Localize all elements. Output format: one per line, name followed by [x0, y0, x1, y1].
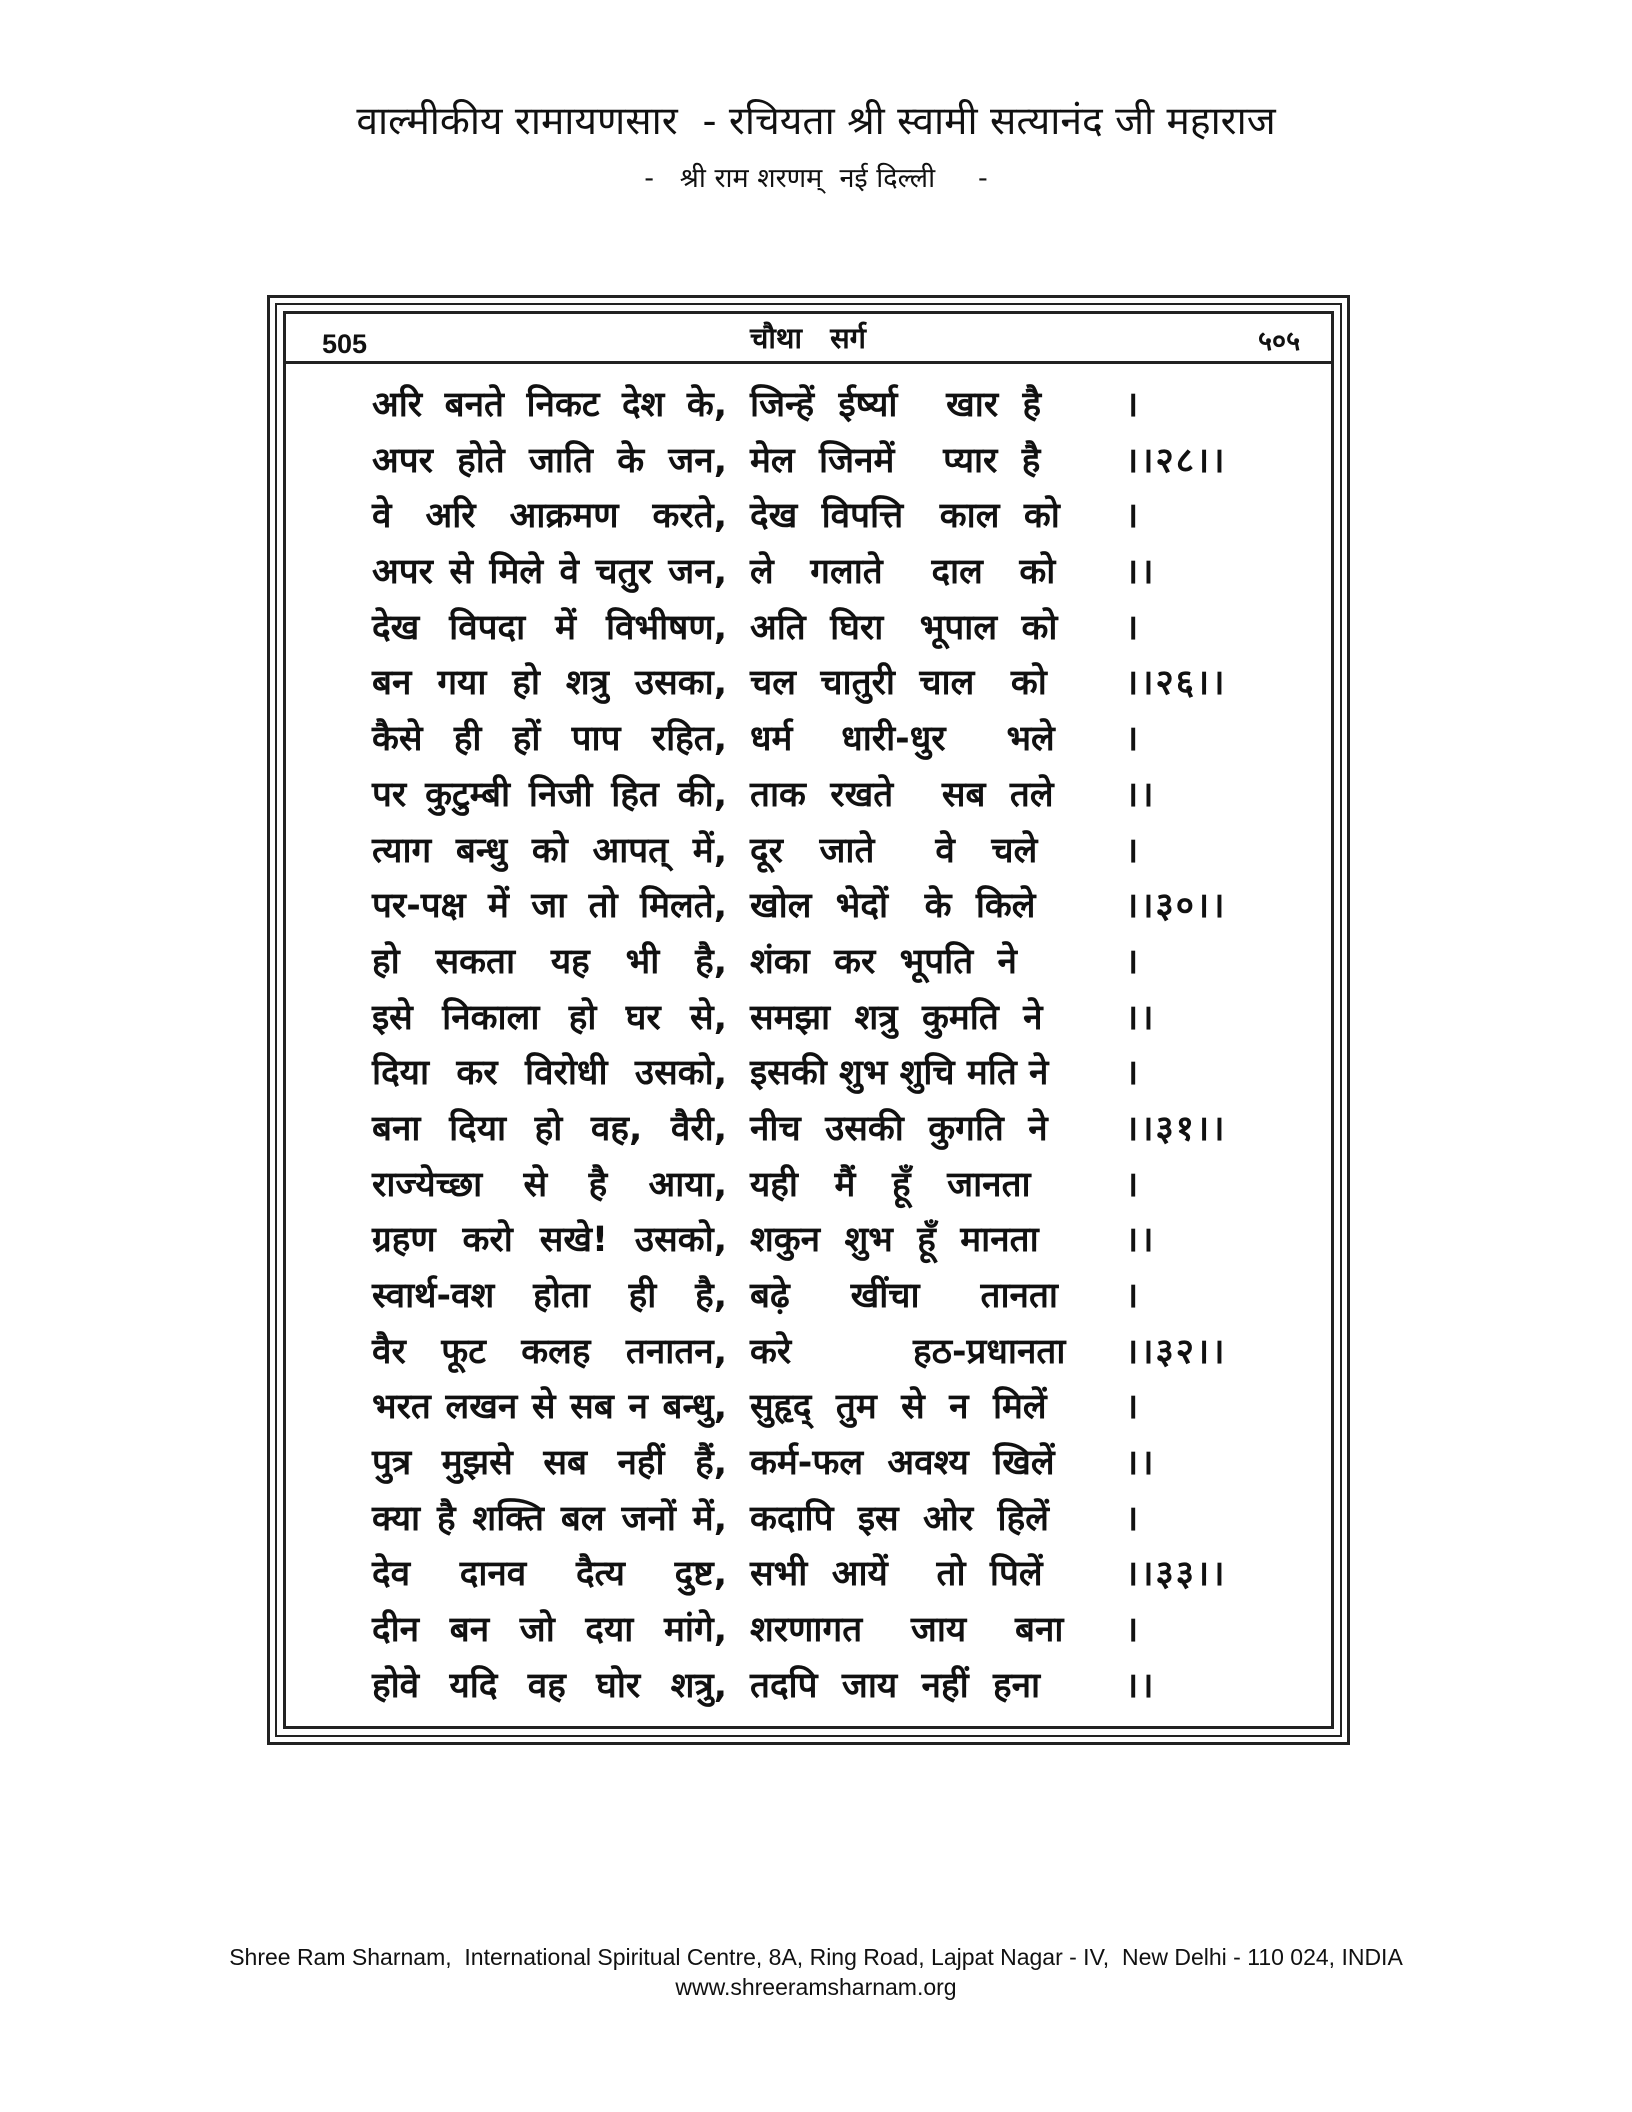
verse-first-half: राज्येच्छा से है आया,	[372, 1164, 727, 1205]
verse-line	[372, 824, 1312, 880]
verse-second-half: मेल जिनमें प्यार है	[750, 440, 1041, 481]
verse-first-half: देख विपदा में विभीषण,	[372, 607, 727, 648]
page-number-arabic: 505	[322, 329, 368, 359]
verse-line	[372, 1603, 1312, 1659]
verse-line	[372, 601, 1312, 657]
page-number-devanagari: ५०५	[1258, 326, 1301, 357]
document-subtitle: - श्री राम शरणम् नई दिल्ली -	[644, 163, 988, 194]
verse-line	[372, 1547, 1312, 1603]
verse-marker: ।	[1125, 1276, 1141, 1316]
verse-second-half: समझा शत्रु कुमति ने	[750, 997, 1043, 1038]
chapter-title: चौथा सर्ग	[750, 321, 866, 355]
verse-marker: ।।३३।।	[1125, 1554, 1227, 1595]
verse-line	[372, 545, 1312, 601]
verse-line	[372, 879, 1312, 935]
verse-marker: ।।	[1125, 1665, 1156, 1706]
verse-first-half: ग्रहण करो सखे! उसको,	[372, 1220, 727, 1261]
verse-line	[372, 1436, 1312, 1492]
verse-marker: ।।२६।।	[1125, 663, 1227, 704]
verse-second-half: जिन्हें ईर्ष्या खार है	[750, 385, 1042, 425]
verse-marker: ।।	[1125, 997, 1156, 1038]
verse-marker: ।	[1125, 719, 1141, 760]
verse-second-half: शंका कर भूपति ने	[750, 941, 1017, 982]
verse-first-half: वैर फूट कलह तनातन,	[372, 1331, 727, 1372]
verse-second-half: करे हठ-प्रधानता	[750, 1331, 1066, 1372]
verse-first-half: पर कुटुम्बी निजी हित की,	[372, 774, 727, 815]
verse-line	[372, 1269, 1312, 1325]
verse-line	[372, 991, 1312, 1047]
verse-first-half: कैसे ही हों पाप रहित,	[372, 719, 727, 760]
verse-marker: ।	[1125, 1053, 1141, 1094]
verse-second-half: खोल भेदों के किले	[750, 886, 1036, 927]
verse-line	[372, 1102, 1312, 1158]
verse-second-half: इसकी शुभ शुचि मति ने	[750, 1053, 1049, 1094]
verse-line	[372, 768, 1312, 824]
header-divider	[283, 361, 1334, 364]
document-title: वाल्मीकीय रामायणसार - रचियता श्री स्वामी सत्यानंद जी महाराज	[356, 99, 1276, 144]
verse-first-half: स्वार्थ-वश होता ही है,	[372, 1276, 727, 1316]
verse-line	[372, 1492, 1312, 1548]
verse-marker: ।	[1125, 830, 1141, 871]
verse-marker: ।	[1125, 607, 1141, 648]
verse-line	[372, 434, 1312, 490]
verse-marker: ।	[1125, 941, 1141, 982]
verse-second-half: शरणागत जाय बना	[750, 1610, 1064, 1651]
verse-second-half: कदापि इस ओर हिलें	[750, 1498, 1049, 1539]
verse-first-half: भरत लखन से सब न बन्धु,	[372, 1387, 727, 1428]
verse-marker: ।।	[1125, 552, 1156, 593]
verse-list	[372, 378, 1312, 1715]
verse-line	[372, 1046, 1312, 1102]
verse-marker: ।	[1125, 1498, 1141, 1539]
verse-line	[372, 1380, 1312, 1436]
verse-line	[372, 935, 1312, 991]
verse-first-half: पर-पक्ष में जा तो मिलते,	[372, 886, 727, 927]
verse-second-half: सभी आयें तो पिलें	[750, 1554, 1043, 1595]
verse-second-half: ताक रखते सब तले	[750, 774, 1054, 815]
verse-first-half: वे अरि आक्रमण करते,	[372, 496, 727, 537]
verse-marker: ।।२८।।	[1125, 440, 1227, 481]
verse-first-half: दीन बन जो दया मांगे,	[372, 1610, 727, 1651]
verse-first-half: अरि बनते निकट देश के,	[372, 385, 727, 425]
verse-marker: ।।	[1125, 774, 1156, 815]
verse-first-half: त्याग बन्धु को आपत् में,	[372, 830, 727, 871]
verse-second-half: यही मैं हूँ जानता	[750, 1164, 1031, 1205]
verse-second-half: शकुन शुभ हूँ मानता	[750, 1220, 1039, 1261]
verse-second-half: कर्म-फल अवश्य खिलें	[750, 1443, 1055, 1484]
verse-second-half: तदपि जाय नहीं हना	[750, 1665, 1041, 1706]
verse-line	[372, 1213, 1312, 1269]
verse-line	[372, 1325, 1312, 1381]
verse-line	[372, 656, 1312, 712]
verse-marker: ।	[1125, 385, 1141, 425]
verse-second-half: अति घिरा भूपाल को	[750, 607, 1058, 648]
verse-first-half: अपर होते जाति के जन,	[372, 440, 727, 481]
verse-second-half: देख विपत्ति काल को	[750, 496, 1060, 537]
verse-first-half: दिया कर विरोधी उसको,	[372, 1053, 727, 1094]
verse-marker: ।	[1125, 1164, 1141, 1205]
verse-marker: ।।३१।।	[1125, 1108, 1227, 1149]
verse-second-half: बढ़े खींचा तानता	[750, 1276, 1058, 1316]
verse-first-half: देव दानव दैत्य दुष्ट,	[372, 1554, 727, 1595]
verse-line	[372, 378, 1312, 434]
footer-website: www.shreeramsharnam.org	[675, 1974, 957, 2000]
verse-first-half: होवे यदि वह घोर शत्रु,	[372, 1665, 727, 1706]
verse-marker: ।	[1125, 1387, 1141, 1428]
verse-second-half: चल चातुरी चाल को	[750, 663, 1047, 704]
verse-second-half: धर्म धारी-धुर भले	[750, 719, 1055, 760]
verse-line	[372, 1158, 1312, 1214]
verse-first-half: इसे निकाला हो घर से,	[372, 997, 727, 1038]
verse-line	[372, 712, 1312, 768]
verse-first-half: बना दिया हो वह, वैरी,	[372, 1108, 727, 1149]
verse-line	[372, 1659, 1312, 1715]
verse-marker: ।	[1125, 496, 1141, 537]
verse-line	[372, 489, 1312, 545]
footer-address: Shree Ram Sharnam, International Spiritual Centre, 8A, Ring Road, Lajpat Nagar - IV, New Delhi - 110 024, INDIA	[229, 1944, 1403, 1970]
verse-first-half: अपर से मिले वे चतुर जन,	[372, 552, 727, 593]
verse-second-half: ले गलाते दाल को	[750, 552, 1056, 593]
verse-first-half: पुत्र मुझसे सब नहीं हैं,	[372, 1443, 727, 1484]
verse-marker: ।	[1125, 1610, 1141, 1651]
verse-first-half: बन गया हो शत्रु उसका,	[372, 663, 727, 704]
verse-second-half: सुहृद् तुम से न मिलें	[750, 1387, 1047, 1428]
verse-marker: ।।	[1125, 1220, 1156, 1261]
verse-marker: ।।	[1125, 1443, 1156, 1484]
verse-first-half: हो सकता यह भी है,	[372, 941, 727, 982]
verse-marker: ।।३०।।	[1125, 886, 1227, 927]
verse-second-half: नीच उसकी कुगति ने	[750, 1108, 1048, 1149]
verse-second-half: दूर जाते वे चले	[750, 830, 1038, 871]
verse-first-half: क्या है शक्ति बल जनों में,	[372, 1498, 727, 1539]
verse-marker: ।।३२।।	[1125, 1331, 1227, 1372]
